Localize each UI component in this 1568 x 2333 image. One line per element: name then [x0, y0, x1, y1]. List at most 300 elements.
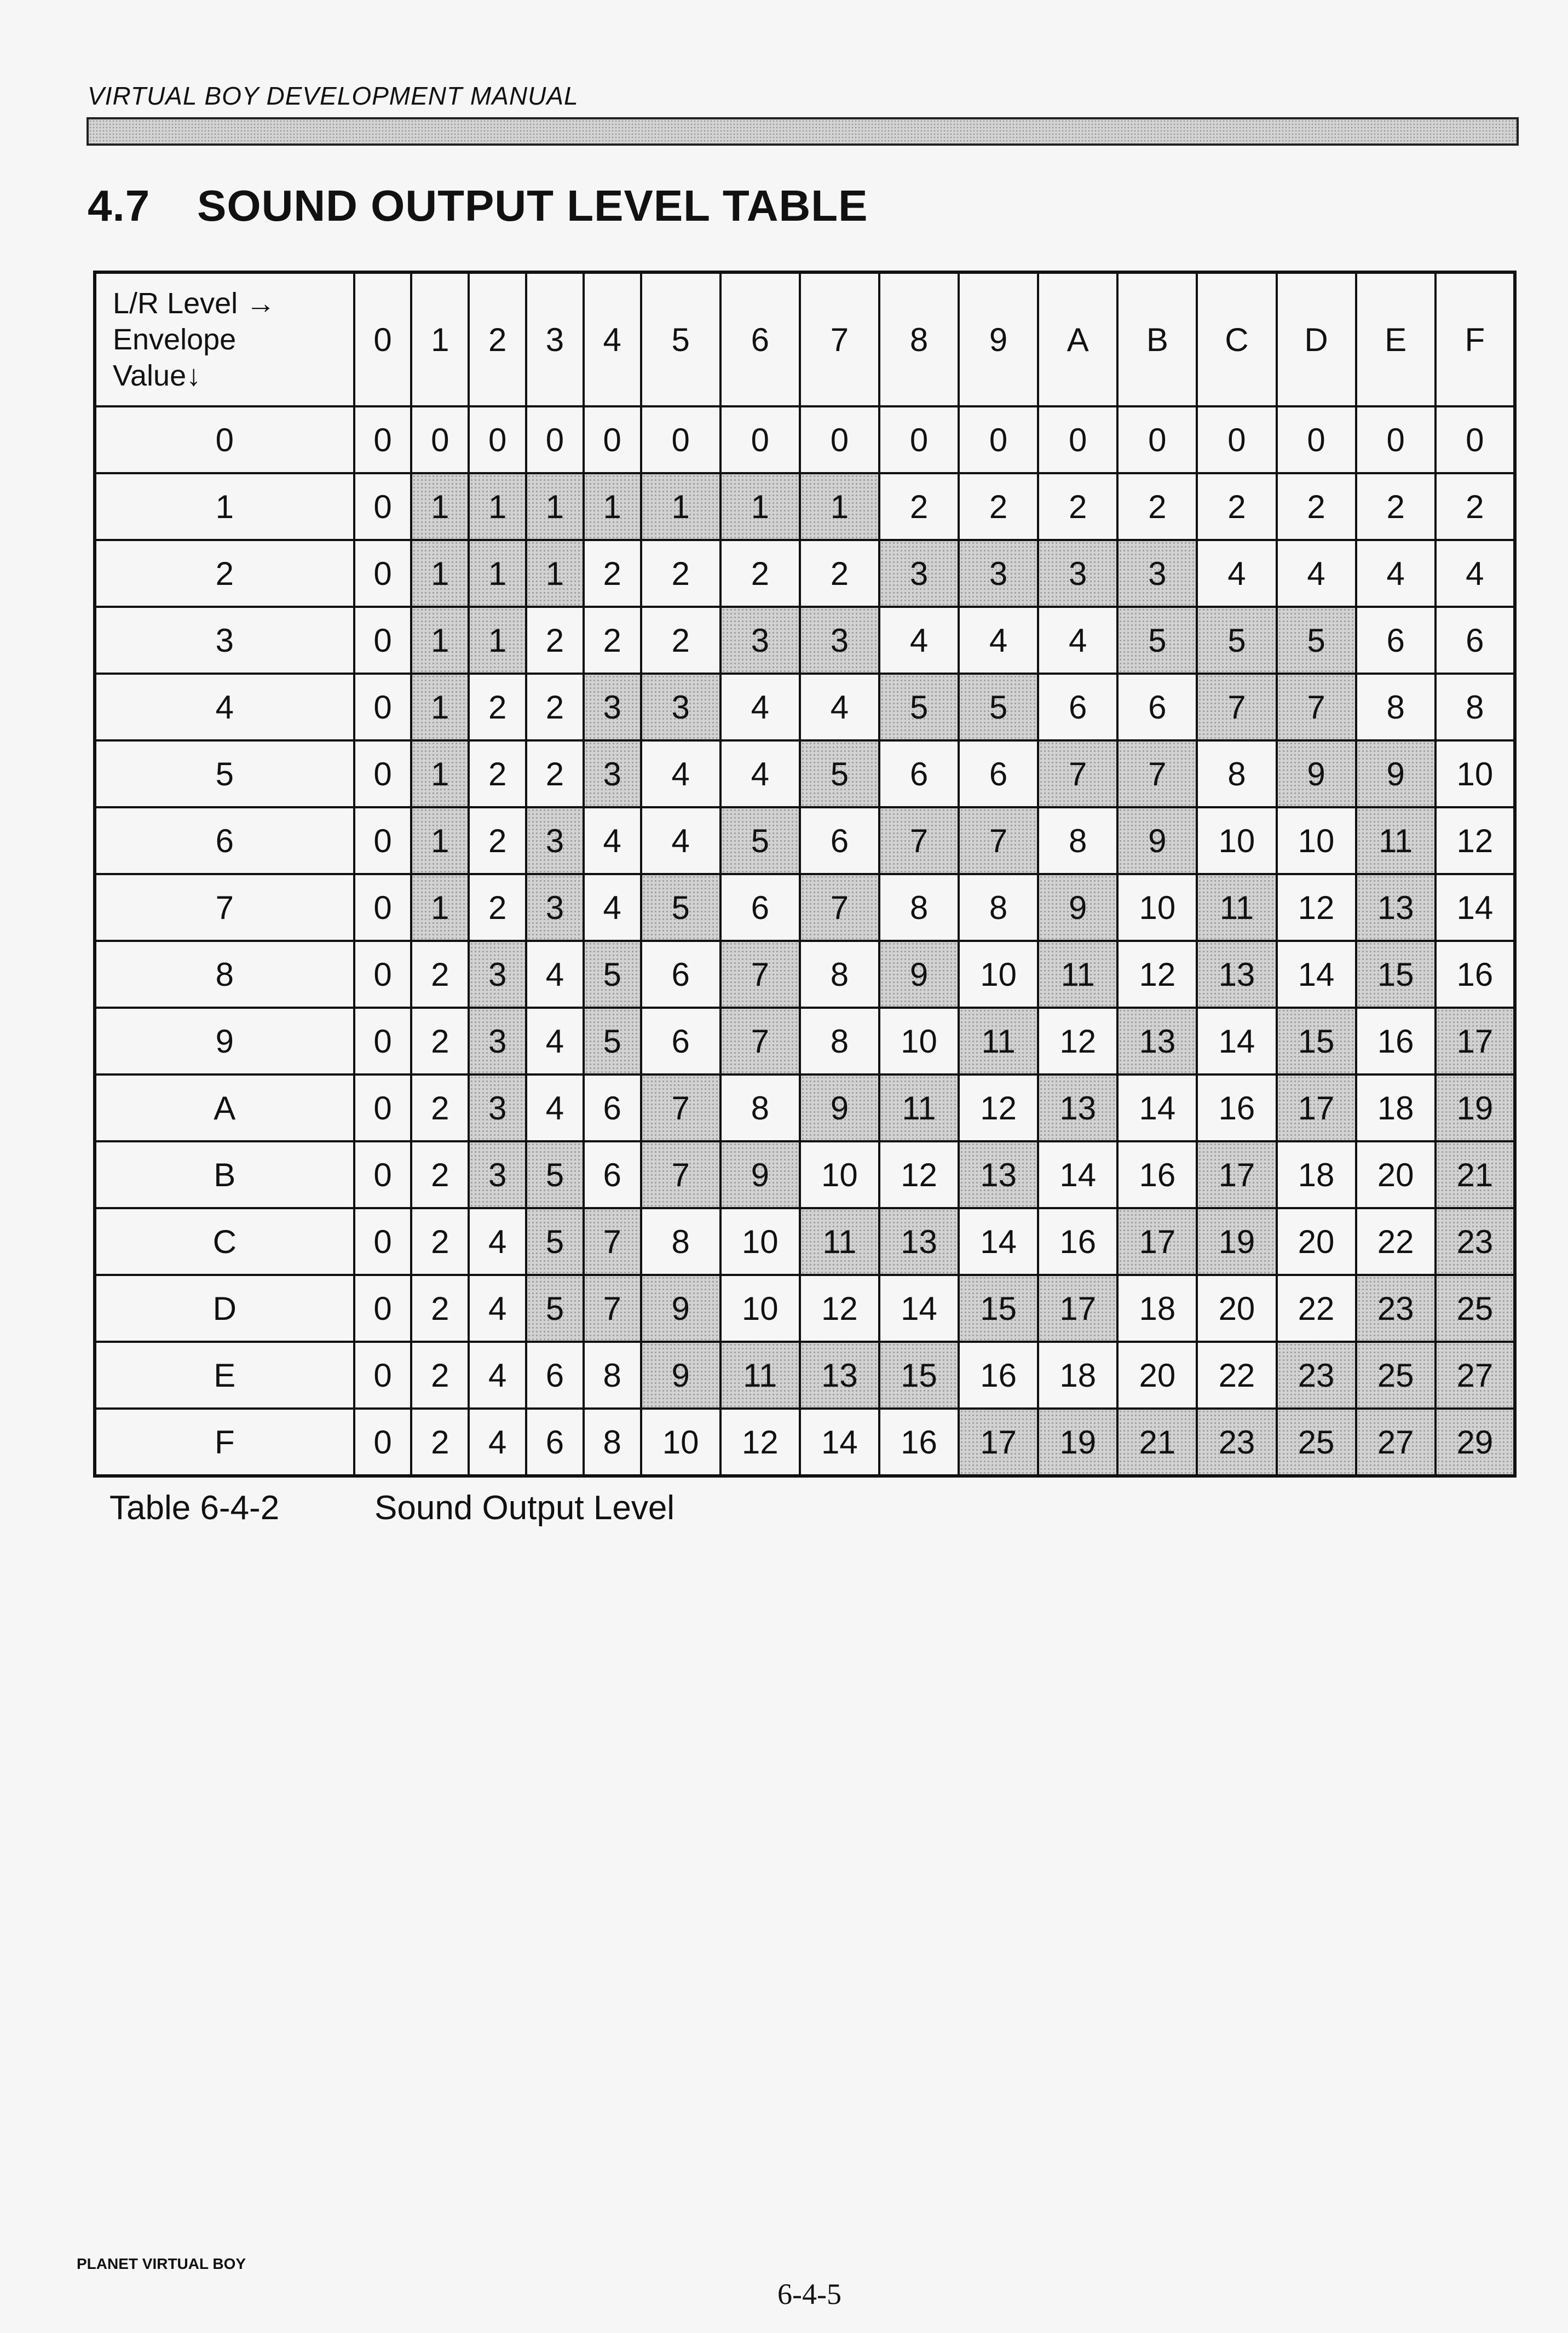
table-cell: 17 — [1197, 1141, 1276, 1208]
table-cell: 2 — [1356, 473, 1436, 540]
table-cell: 13 — [879, 1208, 959, 1275]
column-header: A — [1038, 272, 1117, 406]
table-cell: 5 — [720, 807, 800, 874]
table-cell: 0 — [354, 807, 412, 874]
table-cell: 3 — [959, 540, 1038, 607]
table-cell: 0 — [1436, 406, 1515, 473]
table-cell: 0 — [1356, 406, 1436, 473]
table-cell: 1 — [800, 473, 879, 540]
table-cell: 10 — [1436, 740, 1515, 807]
table-cell: 6 — [879, 740, 959, 807]
corner-header-cell — [95, 272, 354, 406]
table-cell: 20 — [1277, 1208, 1356, 1275]
table-cell: 6 — [1117, 674, 1197, 740]
table-cell: 7 — [720, 1008, 800, 1074]
table-cell: 4 — [469, 1208, 526, 1275]
row-header: 8 — [95, 941, 354, 1008]
table-cell: 25 — [1436, 1275, 1515, 1342]
table-cell: 6 — [584, 1074, 641, 1141]
table-row — [95, 1208, 1515, 1275]
table-row — [95, 1074, 1515, 1141]
table-cell: 2 — [469, 674, 526, 740]
table-cell: 0 — [354, 1409, 412, 1476]
table-cell: 7 — [1038, 740, 1117, 807]
table-cell: 14 — [879, 1275, 959, 1342]
table-cell: 4 — [1436, 540, 1515, 607]
table-cell: 3 — [469, 1141, 526, 1208]
row-header: B — [95, 1141, 354, 1208]
table-cell: 3 — [469, 941, 526, 1008]
corner-line-lr-level: L/R Level → — [113, 287, 276, 320]
section-number: 4.7 — [88, 181, 151, 230]
table-cell: 4 — [526, 1074, 584, 1141]
row-header: 0 — [95, 406, 354, 473]
table-cell: 7 — [879, 807, 959, 874]
column-header: F — [1436, 272, 1515, 406]
table-cell: 4 — [526, 941, 584, 1008]
table-cell: 23 — [1356, 1275, 1436, 1342]
table-cell: 7 — [959, 807, 1038, 874]
table-cell: 14 — [1277, 941, 1356, 1008]
table-header-row — [95, 272, 1515, 406]
table-cell: 4 — [641, 740, 720, 807]
table-cell: 2 — [1038, 473, 1117, 540]
column-header: 2 — [469, 272, 526, 406]
table-cell: 0 — [354, 607, 412, 674]
row-header: 9 — [95, 1008, 354, 1074]
table-cell: 16 — [959, 1342, 1038, 1409]
table-cell: 13 — [800, 1342, 879, 1409]
table-cell: 0 — [879, 406, 959, 473]
table-cell: 7 — [1197, 674, 1276, 740]
table-cell: 3 — [469, 1074, 526, 1141]
table-cell: 22 — [1277, 1275, 1356, 1342]
table-cell: 4 — [584, 807, 641, 874]
table-cell: 11 — [720, 1342, 800, 1409]
table-cell: 3 — [720, 607, 800, 674]
table-caption — [109, 1489, 675, 1527]
row-header: 3 — [95, 607, 354, 674]
table-cell: 20 — [1117, 1342, 1197, 1409]
column-header: 7 — [800, 272, 879, 406]
table-cell: 15 — [879, 1342, 959, 1409]
running-header: VIRTUAL BOY DEVELOPMENT MANUAL — [88, 82, 579, 110]
table-cell: 14 — [1197, 1008, 1276, 1074]
table-row — [95, 674, 1515, 740]
table-cell: 9 — [720, 1141, 800, 1208]
table-cell: 9 — [800, 1074, 879, 1141]
table-cell: 27 — [1356, 1409, 1436, 1476]
table-cell: 8 — [1038, 807, 1117, 874]
table-cell: 23 — [1436, 1208, 1515, 1275]
table-cell: 1 — [411, 807, 469, 874]
table-cell: 9 — [641, 1342, 720, 1409]
table-cell: 8 — [720, 1074, 800, 1141]
table-cell: 5 — [1197, 607, 1276, 674]
table-cell: 7 — [1277, 674, 1356, 740]
table-cell: 4 — [469, 1275, 526, 1342]
caption-text: Sound Output Level — [374, 1489, 675, 1527]
table-cell: 8 — [641, 1208, 720, 1275]
table-cell: 12 — [1436, 807, 1515, 874]
table-cell: 2 — [411, 1008, 469, 1074]
table-cell: 5 — [879, 674, 959, 740]
table-cell: 7 — [641, 1141, 720, 1208]
table-cell: 7 — [584, 1208, 641, 1275]
table-row — [95, 473, 1515, 540]
table-cell: 9 — [1277, 740, 1356, 807]
table-cell: 16 — [1117, 1141, 1197, 1208]
table-cell: 29 — [1436, 1409, 1515, 1476]
table-cell: 2 — [1197, 473, 1276, 540]
table-cell: 19 — [1038, 1409, 1117, 1476]
column-header: 6 — [720, 272, 800, 406]
column-header: 4 — [584, 272, 641, 406]
table-cell: 0 — [354, 874, 412, 941]
table-cell: 23 — [1197, 1409, 1276, 1476]
section-title — [88, 181, 868, 231]
column-header: 5 — [641, 272, 720, 406]
table-cell: 0 — [584, 406, 641, 473]
table-cell: 2 — [641, 607, 720, 674]
table-cell: 12 — [879, 1141, 959, 1208]
table-cell: 27 — [1436, 1342, 1515, 1409]
table-cell: 4 — [469, 1342, 526, 1409]
table-row — [95, 1141, 1515, 1208]
table-cell: 8 — [959, 874, 1038, 941]
table-cell: 5 — [1277, 607, 1356, 674]
table-cell: 16 — [1356, 1008, 1436, 1074]
table-cell: 11 — [1038, 941, 1117, 1008]
table-cell: 5 — [526, 1208, 584, 1275]
table-cell: 1 — [526, 540, 584, 607]
sound-output-level-table — [93, 271, 1517, 1478]
table-row — [95, 941, 1515, 1008]
table-cell: 10 — [641, 1409, 720, 1476]
table-cell: 12 — [1038, 1008, 1117, 1074]
table-cell: 8 — [584, 1342, 641, 1409]
table-cell: 5 — [526, 1141, 584, 1208]
table-cell: 18 — [1277, 1141, 1356, 1208]
table-cell: 12 — [800, 1275, 879, 1342]
table-cell: 11 — [1356, 807, 1436, 874]
table-cell: 1 — [411, 674, 469, 740]
table-cell: 4 — [584, 874, 641, 941]
table-cell: 8 — [584, 1409, 641, 1476]
row-header: 1 — [95, 473, 354, 540]
table-row — [95, 1409, 1515, 1476]
row-header: 2 — [95, 540, 354, 607]
table-cell: 5 — [526, 1275, 584, 1342]
table-cell: 22 — [1356, 1208, 1436, 1275]
table-cell: 2 — [411, 941, 469, 1008]
column-header: E — [1356, 272, 1436, 406]
table-cell: 22 — [1197, 1342, 1276, 1409]
table-cell: 0 — [354, 1275, 412, 1342]
table-cell: 6 — [1038, 674, 1117, 740]
table-cell: 2 — [469, 807, 526, 874]
table-cell: 1 — [469, 473, 526, 540]
column-header: 3 — [526, 272, 584, 406]
table-cell: 4 — [1277, 540, 1356, 607]
table-cell: 8 — [879, 874, 959, 941]
table-cell: 14 — [1117, 1074, 1197, 1141]
table-cell: 2 — [411, 1275, 469, 1342]
table-cell: 12 — [1277, 874, 1356, 941]
corner-line-value: Value↓ — [113, 359, 201, 392]
table-cell: 20 — [1197, 1275, 1276, 1342]
row-header: D — [95, 1275, 354, 1342]
table-row — [95, 1008, 1515, 1074]
table-cell: 17 — [1277, 1074, 1356, 1141]
table-cell: 8 — [1356, 674, 1436, 740]
table-cell: 4 — [959, 607, 1038, 674]
table-cell: 3 — [800, 607, 879, 674]
table-cell: 21 — [1436, 1141, 1515, 1208]
table-cell: 5 — [641, 874, 720, 941]
table-cell: 6 — [526, 1409, 584, 1476]
table-cell: 1 — [411, 473, 469, 540]
table-cell: 10 — [879, 1008, 959, 1074]
table-cell: 2 — [411, 1409, 469, 1476]
table-cell: 19 — [1197, 1208, 1276, 1275]
table-cell: 2 — [411, 1074, 469, 1141]
table-cell: 0 — [411, 406, 469, 473]
table-cell: 2 — [411, 1342, 469, 1409]
table-cell: 18 — [1117, 1275, 1197, 1342]
table-cell: 2 — [800, 540, 879, 607]
footer-publisher: PLANET VIRTUAL BOY — [77, 2255, 246, 2272]
table-cell: 2 — [879, 473, 959, 540]
table-cell: 1 — [469, 540, 526, 607]
table-row — [95, 607, 1515, 674]
table-cell: 16 — [1038, 1208, 1117, 1275]
table-cell: 0 — [469, 406, 526, 473]
table-cell: 1 — [584, 473, 641, 540]
table-cell: 21 — [1117, 1409, 1197, 1476]
table-row — [95, 1342, 1515, 1409]
table-cell: 2 — [526, 740, 584, 807]
table-cell: 6 — [959, 740, 1038, 807]
caption-label: Table 6-4-2 — [109, 1489, 280, 1527]
table-row — [95, 1275, 1515, 1342]
table-cell: 2 — [1436, 473, 1515, 540]
table-cell: 18 — [1038, 1342, 1117, 1409]
table-cell: 25 — [1356, 1342, 1436, 1409]
table-body — [95, 406, 1515, 1476]
table-cell: 5 — [959, 674, 1038, 740]
table-cell: 6 — [641, 941, 720, 1008]
table-cell: 4 — [720, 674, 800, 740]
table-cell: 7 — [1117, 740, 1197, 807]
table-cell: 9 — [1117, 807, 1197, 874]
page-number: 6-4-5 — [777, 2278, 841, 2311]
table-cell: 4 — [1197, 540, 1276, 607]
table-cell: 9 — [641, 1275, 720, 1342]
table-cell: 1 — [411, 607, 469, 674]
table-cell: 18 — [1356, 1074, 1436, 1141]
table-cell: 6 — [584, 1141, 641, 1208]
table-cell: 17 — [1038, 1275, 1117, 1342]
row-header: 6 — [95, 807, 354, 874]
table-cell: 15 — [959, 1275, 1038, 1342]
table-cell: 3 — [641, 674, 720, 740]
table-cell: 1 — [469, 607, 526, 674]
table-cell: 1 — [411, 740, 469, 807]
table-cell: 3 — [584, 674, 641, 740]
table-cell: 10 — [1277, 807, 1356, 874]
table-cell: 2 — [1277, 473, 1356, 540]
table-cell: 5 — [584, 1008, 641, 1074]
table-cell: 10 — [720, 1208, 800, 1275]
table-cell: 10 — [959, 941, 1038, 1008]
table-cell: 5 — [584, 941, 641, 1008]
column-header: 9 — [959, 272, 1038, 406]
table-cell: 6 — [1436, 607, 1515, 674]
table-cell: 6 — [800, 807, 879, 874]
table-cell: 3 — [879, 540, 959, 607]
table-cell: 15 — [1356, 941, 1436, 1008]
table-cell: 5 — [800, 740, 879, 807]
table-cell: 0 — [959, 406, 1038, 473]
table-cell: 12 — [1117, 941, 1197, 1008]
table-cell: 6 — [720, 874, 800, 941]
table-cell: 1 — [411, 540, 469, 607]
table-cell: 2 — [411, 1141, 469, 1208]
header-bar — [87, 117, 1519, 146]
table-cell: 6 — [641, 1008, 720, 1074]
table-cell: 4 — [1038, 607, 1117, 674]
row-header: 7 — [95, 874, 354, 941]
table-cell: 9 — [1038, 874, 1117, 941]
table-cell: 19 — [1436, 1074, 1515, 1141]
table-cell: 17 — [959, 1409, 1038, 1476]
table-row — [95, 740, 1515, 807]
table-cell: 0 — [354, 1008, 412, 1074]
table-cell: 8 — [800, 1008, 879, 1074]
table-cell: 17 — [1117, 1208, 1197, 1275]
table-cell: 4 — [469, 1409, 526, 1476]
row-header: F — [95, 1409, 354, 1476]
table-cell: 0 — [720, 406, 800, 473]
table-cell: 0 — [1117, 406, 1197, 473]
table-cell: 9 — [879, 941, 959, 1008]
table-cell: 11 — [800, 1208, 879, 1275]
table-cell: 0 — [354, 740, 412, 807]
table-cell: 0 — [354, 674, 412, 740]
table-row — [95, 540, 1515, 607]
table-cell: 2 — [411, 1208, 469, 1275]
column-header: 1 — [411, 272, 469, 406]
table-row — [95, 874, 1515, 941]
table-cell: 0 — [354, 941, 412, 1008]
table-cell: 17 — [1436, 1008, 1515, 1074]
table-row — [95, 807, 1515, 874]
table-cell: 7 — [800, 874, 879, 941]
table-cell: 2 — [959, 473, 1038, 540]
table-cell: 3 — [526, 807, 584, 874]
table-cell: 2 — [584, 540, 641, 607]
row-header: 5 — [95, 740, 354, 807]
table-cell: 9 — [1356, 740, 1436, 807]
table-cell: 4 — [800, 674, 879, 740]
table-cell: 13 — [1117, 1008, 1197, 1074]
table-cell: 6 — [1356, 607, 1436, 674]
table-cell: 3 — [469, 1008, 526, 1074]
row-header: 4 — [95, 674, 354, 740]
table-cell: 0 — [354, 406, 412, 473]
table-cell: 25 — [1277, 1409, 1356, 1476]
table-cell: 16 — [1197, 1074, 1276, 1141]
column-header: 8 — [879, 272, 959, 406]
table-cell: 10 — [1197, 807, 1276, 874]
table-cell: 2 — [584, 607, 641, 674]
table-cell: 14 — [800, 1409, 879, 1476]
table-cell: 2 — [526, 674, 584, 740]
table-cell: 4 — [641, 807, 720, 874]
table-cell: 1 — [411, 874, 469, 941]
row-header: A — [95, 1074, 354, 1141]
table-cell: 11 — [879, 1074, 959, 1141]
table-cell: 12 — [720, 1409, 800, 1476]
table-cell: 0 — [354, 1208, 412, 1275]
table-cell: 2 — [526, 607, 584, 674]
column-header: C — [1197, 272, 1276, 406]
table-cell: 15 — [1277, 1008, 1356, 1074]
table-cell: 0 — [354, 540, 412, 607]
table-cell: 0 — [1197, 406, 1276, 473]
table-cell: 10 — [800, 1141, 879, 1208]
table-cell: 8 — [1436, 674, 1515, 740]
table-cell: 7 — [584, 1275, 641, 1342]
table-cell: 8 — [800, 941, 879, 1008]
column-header: D — [1277, 272, 1356, 406]
table-cell: 4 — [879, 607, 959, 674]
table-cell: 0 — [354, 1342, 412, 1409]
row-header: E — [95, 1342, 354, 1409]
table-cell: 4 — [1356, 540, 1436, 607]
table-cell: 1 — [641, 473, 720, 540]
table-cell: 0 — [354, 473, 412, 540]
table-cell: 2 — [720, 540, 800, 607]
table-cell: 3 — [1117, 540, 1197, 607]
table-cell: 10 — [1117, 874, 1197, 941]
table-cell: 13 — [1356, 874, 1436, 941]
table-cell: 10 — [720, 1275, 800, 1342]
table-cell: 13 — [1197, 941, 1276, 1008]
table-cell: 14 — [1038, 1141, 1117, 1208]
table-cell: 0 — [800, 406, 879, 473]
table-cell: 7 — [641, 1074, 720, 1141]
table-row — [95, 406, 1515, 473]
table-cell: 2 — [1117, 473, 1197, 540]
table-cell: 0 — [641, 406, 720, 473]
table-cell: 0 — [526, 406, 584, 473]
table-cell: 3 — [1038, 540, 1117, 607]
section-title-text: SOUND OUTPUT LEVEL TABLE — [197, 181, 868, 230]
table-cell: 2 — [469, 740, 526, 807]
table-cell: 13 — [959, 1141, 1038, 1208]
table-cell: 0 — [1038, 406, 1117, 473]
table-cell: 7 — [720, 941, 800, 1008]
row-header: C — [95, 1208, 354, 1275]
table-cell: 4 — [720, 740, 800, 807]
table-cell: 12 — [959, 1074, 1038, 1141]
column-header: 0 — [354, 272, 412, 406]
table-cell: 11 — [959, 1008, 1038, 1074]
table-cell: 2 — [641, 540, 720, 607]
table-cell: 4 — [526, 1008, 584, 1074]
